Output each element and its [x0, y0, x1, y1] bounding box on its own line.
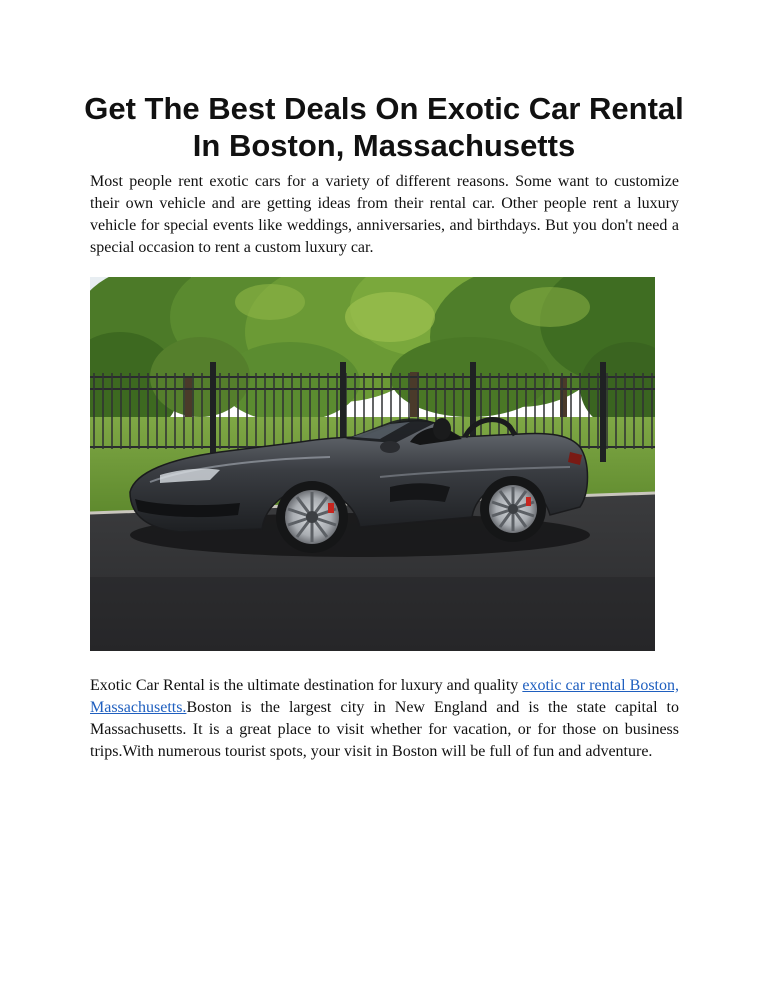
page-title: Get The Best Deals On Exotic Car Rental In Boston, Massachusetts: [84, 91, 684, 163]
exotic-car-rental-link[interactable]: exotic car rental Boston, Massachusetts.: [90, 677, 679, 716]
intro-paragraph: Most people rent exotic cars for a variety of different reasons. Some want to customize their own vehicle and are getting ideas from their rental car. Other people rent a luxury vehicle for special events like weddings, anniversaries, and birthdays. But you don't need a special occasion to rent a custom luxury car.: [90, 173, 679, 256]
exotic-car-photo: [90, 277, 655, 651]
body-text-after-link: Boston is the largest city in New England and is the state capital to Massachusetts. It is a great place to visit whether for vacation, or for those on business trips.With numerous tourist spots, your visit in Boston will be full of fun and adventure.: [90, 699, 679, 760]
body-text-before-link: Exotic Car Rental is the ultimate destination for luxury and quality: [90, 677, 523, 694]
body-paragraph: [90, 675, 679, 763]
